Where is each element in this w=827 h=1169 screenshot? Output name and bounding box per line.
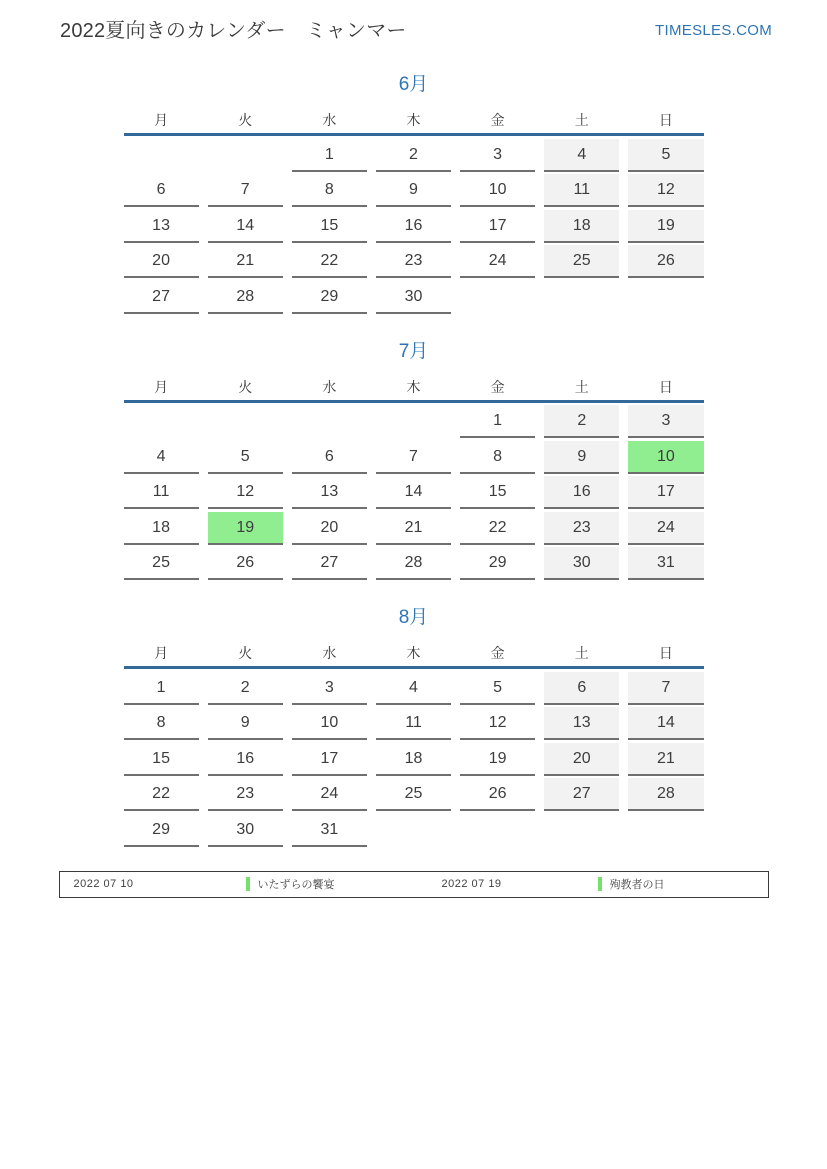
day-cell: 10	[460, 174, 535, 207]
day-cell: 15	[460, 476, 535, 509]
day-cell: 28	[376, 547, 451, 580]
day-cell: 17	[628, 476, 703, 509]
weekday-label: 金	[490, 112, 505, 128]
day-cell: 28	[208, 281, 283, 314]
day-cell: 30	[208, 814, 283, 847]
day-cell: 25	[544, 245, 619, 278]
day-cell: 5	[208, 441, 283, 474]
weekday-header	[124, 110, 704, 130]
week-row	[124, 476, 704, 509]
day-cell: 23	[376, 245, 451, 278]
empty-cell	[460, 814, 535, 847]
day-cell: 9	[544, 441, 619, 474]
day-cell: 8	[124, 707, 199, 740]
month-section-august	[0, 605, 827, 847]
day-cell: 9	[208, 707, 283, 740]
day-cell: 24	[460, 245, 535, 278]
calendar-months	[0, 72, 827, 847]
day-cell: 27	[124, 281, 199, 314]
day-cell: 11	[376, 707, 451, 740]
day-cell: 2	[544, 405, 619, 438]
day-cell: 24	[628, 512, 703, 545]
day-cell: 19	[628, 210, 703, 243]
day-cell: 12	[460, 707, 535, 740]
empty-cell	[544, 814, 619, 847]
day-cell: 15	[292, 210, 367, 243]
month-title: 6月	[398, 74, 429, 95]
legend-date: 2022 07 19	[441, 878, 502, 890]
weekday-label: 水	[322, 112, 337, 128]
weekday-label: 月	[154, 645, 169, 661]
empty-cell	[124, 139, 199, 172]
weekday-label: 日	[658, 112, 673, 128]
day-cell: 12	[628, 174, 703, 207]
empty-cell	[628, 814, 703, 847]
day-cell: 30	[544, 547, 619, 580]
day-cell: 7	[376, 441, 451, 474]
day-cell: 16	[208, 743, 283, 776]
holiday-marker-bar	[598, 877, 602, 891]
week-row	[124, 139, 704, 172]
day-cell: 29	[124, 814, 199, 847]
day-cell: 6	[124, 174, 199, 207]
day-cell: 31	[292, 814, 367, 847]
day-cell: 2	[208, 672, 283, 705]
day-cell: 4	[124, 441, 199, 474]
day-cell: 5	[460, 672, 535, 705]
empty-cell	[544, 281, 619, 314]
empty-cell	[124, 405, 199, 438]
empty-cell	[628, 281, 703, 314]
week-row	[124, 245, 704, 278]
day-cell: 17	[460, 210, 535, 243]
day-cell: 1	[124, 672, 199, 705]
week-row	[124, 512, 704, 545]
day-cell: 18	[376, 743, 451, 776]
weekday-label: 土	[574, 112, 589, 128]
day-cell: 3	[460, 139, 535, 172]
month-header-rule	[124, 133, 704, 136]
day-cell: 14	[208, 210, 283, 243]
weekday-header	[124, 377, 704, 397]
day-cell: 5	[628, 139, 703, 172]
holiday-marker-bar	[246, 877, 250, 891]
day-cell: 24	[292, 778, 367, 811]
day-cell: 23	[208, 778, 283, 811]
day-cell: 26	[208, 547, 283, 580]
week-row	[124, 778, 704, 811]
legend-entry	[246, 876, 442, 892]
day-cell: 8	[292, 174, 367, 207]
legend-holiday-name: 殉教者の日	[609, 879, 665, 891]
weekday-label: 火	[238, 645, 253, 661]
week-row	[124, 814, 704, 847]
day-cell: 11	[544, 174, 619, 207]
holiday-legend	[59, 871, 769, 898]
weekday-label: 水	[322, 645, 337, 661]
day-cell: 4	[544, 139, 619, 172]
day-cell: 4	[376, 672, 451, 705]
legend-entry	[598, 876, 768, 892]
month-section-june	[0, 72, 827, 314]
day-cell: 16	[544, 476, 619, 509]
legend-date: 2022 07 10	[73, 878, 134, 890]
weekday-label: 火	[238, 112, 253, 128]
day-cell: 13	[292, 476, 367, 509]
empty-cell	[376, 814, 451, 847]
day-cell: 6	[544, 672, 619, 705]
day-cell: 14	[376, 476, 451, 509]
day-cell: 13	[124, 210, 199, 243]
day-cell: 3	[628, 405, 703, 438]
weekday-label: 金	[490, 645, 505, 661]
day-cell: 20	[544, 743, 619, 776]
day-cell: 14	[628, 707, 703, 740]
day-cell: 20	[124, 245, 199, 278]
day-cell: 8	[460, 441, 535, 474]
day-cell: 22	[292, 245, 367, 278]
weekday-label: 木	[406, 378, 421, 395]
weekday-header	[124, 643, 704, 663]
week-row	[124, 441, 704, 474]
day-cell: 29	[292, 281, 367, 314]
weekday-label: 木	[406, 645, 421, 661]
month-section-july	[0, 339, 827, 581]
day-cell: 10	[292, 707, 367, 740]
month-header-rule	[124, 400, 704, 403]
month-title: 7月	[398, 340, 429, 362]
week-row	[124, 210, 704, 243]
legend-holiday-name: いたずらの饗宴	[257, 879, 335, 891]
day-cell: 31	[628, 547, 703, 580]
day-cell: 27	[292, 547, 367, 580]
weekday-label: 土	[574, 645, 589, 661]
day-cell: 17	[292, 743, 367, 776]
day-cell: 30	[376, 281, 451, 314]
weekday-label: 金	[490, 378, 505, 395]
day-cell: 16	[376, 210, 451, 243]
day-cell: 6	[292, 441, 367, 474]
empty-cell	[376, 405, 451, 438]
empty-cell	[208, 405, 283, 438]
day-cell: 26	[628, 245, 703, 278]
weekday-label: 日	[658, 378, 673, 395]
day-cell: 25	[124, 547, 199, 580]
weekday-label: 月	[154, 112, 169, 128]
weekday-label: 土	[574, 378, 589, 395]
day-cell: 21	[208, 245, 283, 278]
day-cell: 1	[460, 405, 535, 438]
day-cell: 26	[460, 778, 535, 811]
week-row	[124, 672, 704, 705]
day-cell: 3	[292, 672, 367, 705]
day-cell: 13	[544, 707, 619, 740]
weekday-label: 月	[154, 378, 169, 395]
empty-cell	[208, 139, 283, 172]
day-cell: 22	[460, 512, 535, 545]
weekday-label: 木	[406, 112, 421, 128]
day-cell: 7	[208, 174, 283, 207]
week-row	[124, 743, 704, 776]
day-cell: 25	[376, 778, 451, 811]
empty-cell	[460, 281, 535, 314]
day-cell: 21	[376, 512, 451, 545]
day-cell: 27	[544, 778, 619, 811]
day-cell: 23	[544, 512, 619, 545]
week-row	[124, 174, 704, 207]
weekday-label: 水	[322, 378, 337, 395]
day-cell: 9	[376, 174, 451, 207]
day-cell: 7	[628, 672, 703, 705]
month-header-rule	[124, 666, 704, 669]
day-cell: 22	[124, 778, 199, 811]
day-cell: 12	[208, 476, 283, 509]
day-cell: 19	[460, 743, 535, 776]
day-cell: 29	[460, 547, 535, 580]
page-header	[0, 0, 827, 45]
week-row	[124, 281, 704, 314]
week-row	[124, 405, 704, 438]
month-title: 8月	[398, 607, 429, 628]
week-row	[124, 707, 704, 740]
weekday-label: 火	[238, 378, 253, 395]
day-cell: 20	[292, 512, 367, 545]
day-cell: 28	[628, 778, 703, 811]
holiday-day-cell: 10	[628, 441, 703, 474]
day-cell: 18	[544, 210, 619, 243]
site-logo[interactable]: TIMESLES.COM	[655, 22, 772, 39]
holiday-day-cell: 19	[208, 512, 283, 545]
day-cell: 15	[124, 743, 199, 776]
day-cell: 1	[292, 139, 367, 172]
empty-cell	[292, 405, 367, 438]
day-cell: 11	[124, 476, 199, 509]
page-title: 2022夏向きのカレンダー ミャンマー	[60, 20, 407, 42]
day-cell: 21	[628, 743, 703, 776]
day-cell: 2	[376, 139, 451, 172]
weekday-label: 日	[658, 645, 673, 661]
week-row	[124, 547, 704, 580]
day-cell: 18	[124, 512, 199, 545]
